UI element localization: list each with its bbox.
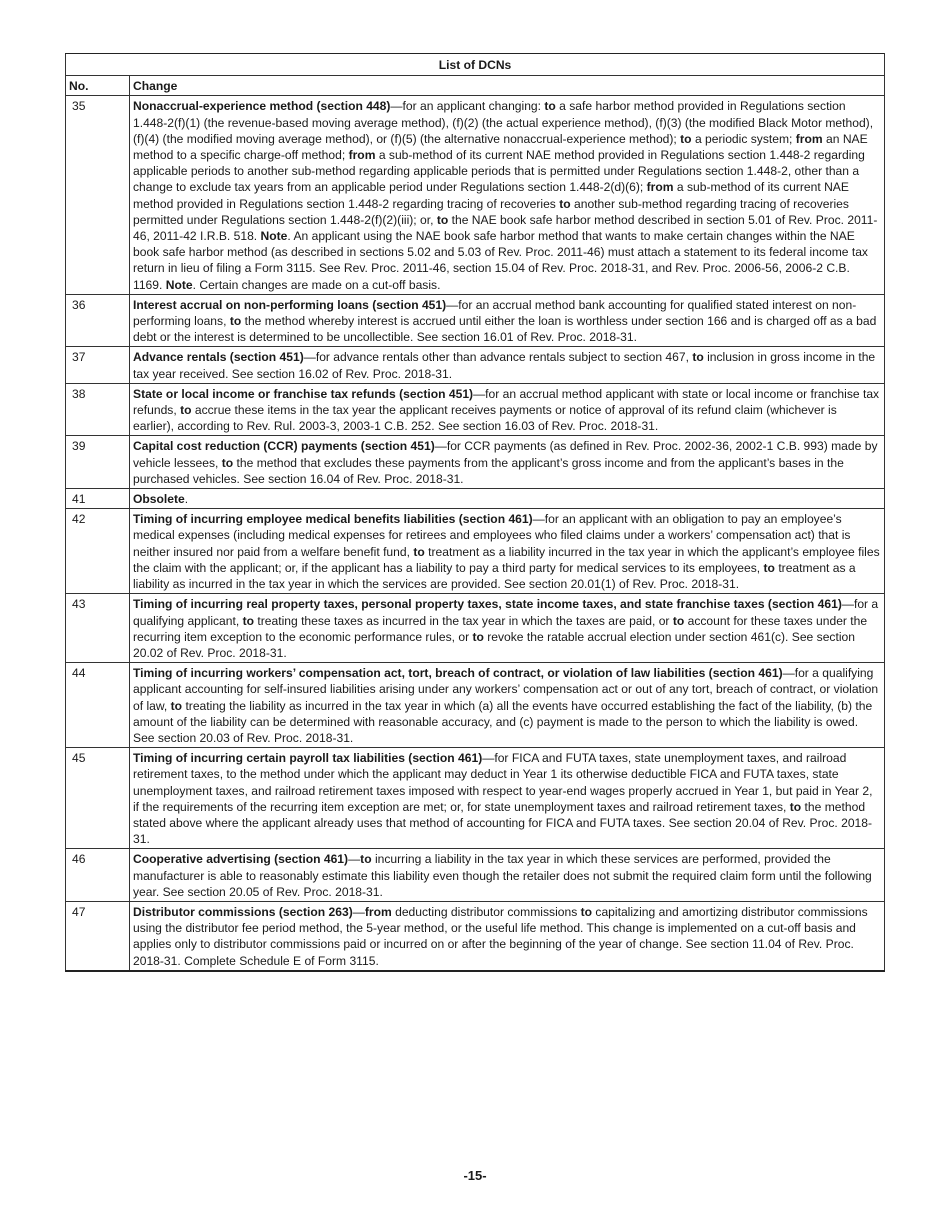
text-segment: revoke the ratable accrual election under section 461(c). See section 20.02 of Rev. Proc. 2018-31. — [133, 629, 855, 660]
dcn-change-description — [130, 901, 885, 970]
dcn-change-description — [130, 663, 885, 748]
dcn-number: 39 — [66, 436, 130, 489]
text-segment: an NAE method to a specific charge-off method; — [133, 131, 868, 163]
text-segment: —for an accrual method bank accounting for qualified stated interest on non-performing loans, — [133, 297, 857, 329]
text-segment: a safe harbor method provided in Regulations section 1.448-2(f)(1) (the revenue-based moving average method), (f)(2) (the actual experience method), (f)(3) (the modified Black Motor method), (f)(4) (the modified moving average method), or (f)(5) (the alternative nonaccrual-experience method); — [133, 99, 874, 146]
text-segment: another sub-method regarding tracing of recoveries permitted under Regulations section 1.448-2(f)(2)(iii); or, — [133, 196, 849, 227]
text-segment: a periodic system; — [691, 131, 796, 146]
dcn-change-description — [130, 489, 885, 509]
text-segment: — — [348, 852, 361, 867]
text-segment: incurring a liability in the tax year in which these services are performed, provided the manufacturer is able to reasonably estimate this liability even though the retailer does not submit the required claim form until the following year. See section 20.05 of Rev. Proc. 2018-31. — [133, 852, 872, 899]
bold-text: from — [364, 904, 392, 919]
bold-text: to — [180, 403, 192, 418]
text-segment: treating these taxes as incurred in the tax year in which the taxes are paid, or — [254, 613, 673, 628]
dcn-number: 46 — [66, 849, 130, 902]
bold-text: to — [229, 314, 242, 329]
bold-text: from — [646, 180, 674, 195]
bold-text: to — [360, 852, 372, 867]
text-segment: treatment as a liability as incurred in the tax year in which the services are provided. See section 20.01(1) of Rev. Proc. 2018-31. — [133, 560, 856, 592]
bold-text: to — [242, 613, 255, 628]
bold-text: Distributor commissions (section 263) — [133, 904, 353, 919]
text-segment: . Certain changes are made on a cut-off basis. — [192, 277, 441, 292]
bold-text: Obsolete — [133, 492, 185, 507]
dcn-number: 42 — [66, 509, 130, 594]
dcn-change-description — [130, 347, 885, 383]
dcn-number: 47 — [66, 901, 130, 970]
bold-text: to — [221, 455, 234, 470]
text-segment: account for these taxes under the recurring item exception to the economic performance rules, or — [133, 613, 868, 644]
table-row — [66, 96, 885, 294]
dcn-change-description — [130, 509, 885, 594]
text-segment: . — [184, 492, 189, 507]
bold-text: Advance rentals (section 451) — [133, 350, 304, 365]
bold-text: to — [472, 629, 484, 644]
bold-text: to — [413, 544, 425, 559]
dcn-change-description — [130, 748, 885, 849]
text-segment: —for an accrual method applicant with state or local income or franchise tax refunds, — [133, 386, 880, 418]
table-row — [66, 383, 885, 436]
bold-text: Timing of incurring certain payroll tax liabilities (section 461) — [133, 751, 483, 766]
bold-text: Capital cost reduction (CCR) payments (section 451) — [133, 439, 435, 454]
table-row — [66, 509, 885, 594]
text-segment: deducting distributor commissions — [391, 904, 581, 919]
text-segment: capitalizing and amortizing distributor commissions using the distributor fee period method, the 5-year method, or the useful life method. This change is implemented on a cut-off basis and applies only to distributor commissions paid or incurred on or after the beginning of the year of change. See section 11.04 of Rev. Proc. 2018-31. Complete Schedule E of Form 3115. — [133, 904, 868, 968]
bold-text: from — [348, 148, 376, 163]
dcn-number: 45 — [66, 748, 130, 849]
text-segment: —for an applicant changing: — [390, 99, 545, 114]
table-row — [66, 663, 885, 748]
bold-text: Note — [260, 229, 288, 244]
text-segment: treatment as a liability incurred in the tax year in which the applicant’s employee files the claim with the applicant; or, if the applicant has a liability to pay a third party for medical services to its employees, — [133, 544, 880, 575]
dcn-number: 44 — [66, 663, 130, 748]
bold-text: Cooperative advertising (section 461) — [133, 852, 349, 867]
table-row — [66, 901, 885, 970]
table-row — [66, 849, 885, 902]
bold-text: to — [692, 350, 704, 365]
text-segment: . An applicant using the NAE book safe harbor method that wants to make certain changes within the NAE book safe harbor method (as described in sections 5.02 and 5.03 of Rev. Proc. 2011-46) must attach a statement to its federal income tax return in lieu of filing a Form 3115. See Rev. Proc. 2011-46, section 15.04 of Rev. Proc. 2018-31, and Rev. Proc. 2006-56, 2006-2 C.B. 1169. — [133, 229, 868, 292]
bold-text: Note — [165, 277, 193, 292]
dcn-change-description — [130, 383, 885, 436]
bold-text: to — [580, 904, 593, 919]
dcn-number: 38 — [66, 383, 130, 436]
table-row — [66, 748, 885, 849]
table-row — [66, 436, 885, 489]
table-body — [66, 96, 885, 971]
page-number: -15- — [463, 1168, 487, 1183]
bold-text: Timing of incurring real property taxes, personal property taxes, state income taxes, and state franchise taxes (section 461) — [133, 597, 842, 612]
dcn-number: 35 — [66, 96, 130, 294]
text-segment: treating the liability as incurred in the tax year in which (a) all the events have occurred establishing the fact of the liability, (b) the amount of the liability can be determined with reasonable accuracy, and (c) payment is made to the person to which the liability is owed. See section 20.03 of Rev. Proc. 2018-31. — [133, 698, 873, 745]
dcn-number: 36 — [66, 294, 130, 347]
dcn-change-description — [130, 436, 885, 489]
table-row — [66, 294, 885, 347]
bold-text: to — [763, 560, 775, 575]
text-segment: a sub-method of its current NAE method provided in Regulations section 1.448-2 regarding applicable periods to another sub-method regarding applicable periods that is permitted under Regulations section 1.448-2, other than a change to exclude tax years from an applicable period under Regulations section 1.448-2(d)(6); — [133, 148, 865, 195]
bold-text: to — [544, 99, 556, 114]
text-segment: inclusion in gross income in the tax year received. See section 16.02 of Rev. Proc. 2018-31. — [133, 350, 876, 381]
bold-text: to — [170, 698, 183, 713]
dcn-number: 41 — [66, 489, 130, 509]
dcn-list-table — [65, 53, 885, 972]
bold-text: to — [789, 799, 802, 814]
text-segment: — — [352, 904, 365, 919]
bold-text: Nonaccrual-experience method (section 448) — [133, 99, 391, 114]
dcn-number: 37 — [66, 347, 130, 383]
text-segment: the NAE book safe harbor method described in section 5.01 of Rev. Proc. 2011-46, 2011-42 I.R.B. 518. — [133, 212, 878, 244]
dcn-change-description — [130, 294, 885, 347]
bold-text: from — [795, 131, 823, 146]
text-segment: —for a qualifying applicant, — [133, 597, 879, 628]
text-segment: the method that excludes these payments from the applicant’s gross income and from the applicant’s bases in the purchased vehicles. See section 16.04 of Rev. Proc. 2018-31. — [133, 455, 844, 486]
text-segment: —for CCR payments (as defined in Rev. Proc. 2002-36, 2002-1 C.B. 993) made by vehicle lessees, — [133, 439, 878, 470]
bold-text: to — [559, 196, 571, 211]
dcn-change-description — [130, 96, 885, 294]
table-row — [66, 594, 885, 663]
bold-text: to — [680, 131, 692, 146]
table-title: List of DCNs — [66, 54, 885, 76]
bold-text: Timing of incurring workers’ compensation act, tort, breach of contract, or violation of law liabilities (section 461) — [133, 666, 783, 681]
text-segment: the method stated above where the applicant already uses that method of accounting for FICA and FUTA taxes. See section 20.04 of Rev. Proc. 2018-31. — [133, 799, 873, 847]
text-segment: —for a qualifying applicant accounting for self-insured liabilities arising under any workers’ compensation act or out of any tort, breach of contract, or violation of law, — [133, 666, 879, 713]
text-segment: —for an applicant with an obligation to pay an employee’s medical expenses (including medical expenses for retirees and employees who filed claims under a workers’ compensation act) that is neither insured nor paid from a welfare benefit fund, — [133, 512, 851, 559]
bold-text: State or local income or franchise tax refunds (section 451) — [133, 386, 474, 401]
column-header-change: Change — [130, 76, 885, 96]
text-segment: —for advance rentals other than advance rentals subject to section 467, — [303, 350, 693, 365]
bold-text: Timing of incurring employee medical benefits liabilities (section 461) — [133, 512, 533, 527]
table-row — [66, 489, 885, 509]
text-segment: —for FICA and FUTA taxes, state unemployment taxes, and railroad retirement taxes, to the method under which the applicant may deduct in Year 1 its otherwise deductible FICA and FUTA taxes, state unemployment taxes, and railroad retirement taxes imposed with respect to year-end wages properly accrued in Year 1, but paid in Year 2, if the requirements of the recurring item exception are met; or, for state unemployment taxes and railroad retirement taxes, — [133, 751, 873, 814]
column-header-no: No. — [66, 76, 130, 96]
dcn-number: 43 — [66, 594, 130, 663]
text-segment: accrue these items in the tax year the applicant receives payments or notice of approval of its refund claim (whichever is earlier), according to Rev. Rul. 2003-3, 2003-1 C.B. 252. See section 16.03 of Rev. Proc. 2018-31. — [133, 403, 837, 434]
text-segment: the method whereby interest is accrued until either the loan is worthless under section 166 and is charged off as a bad debt or the interest is determined to be uncollectible. See section 16.01 of Rev. Proc. 2018-31. — [133, 314, 877, 345]
dcn-change-description — [130, 594, 885, 663]
bold-text: to — [672, 613, 685, 628]
bold-text: to — [436, 212, 449, 227]
table-row — [66, 347, 885, 383]
bold-text: Interest accrual on non-performing loans (section 451) — [133, 297, 447, 312]
dcn-change-description — [130, 849, 885, 902]
text-segment: a sub-method of its current NAE method provided in Regulations section 1.448-2 regarding tracing of recoveries — [133, 180, 849, 211]
